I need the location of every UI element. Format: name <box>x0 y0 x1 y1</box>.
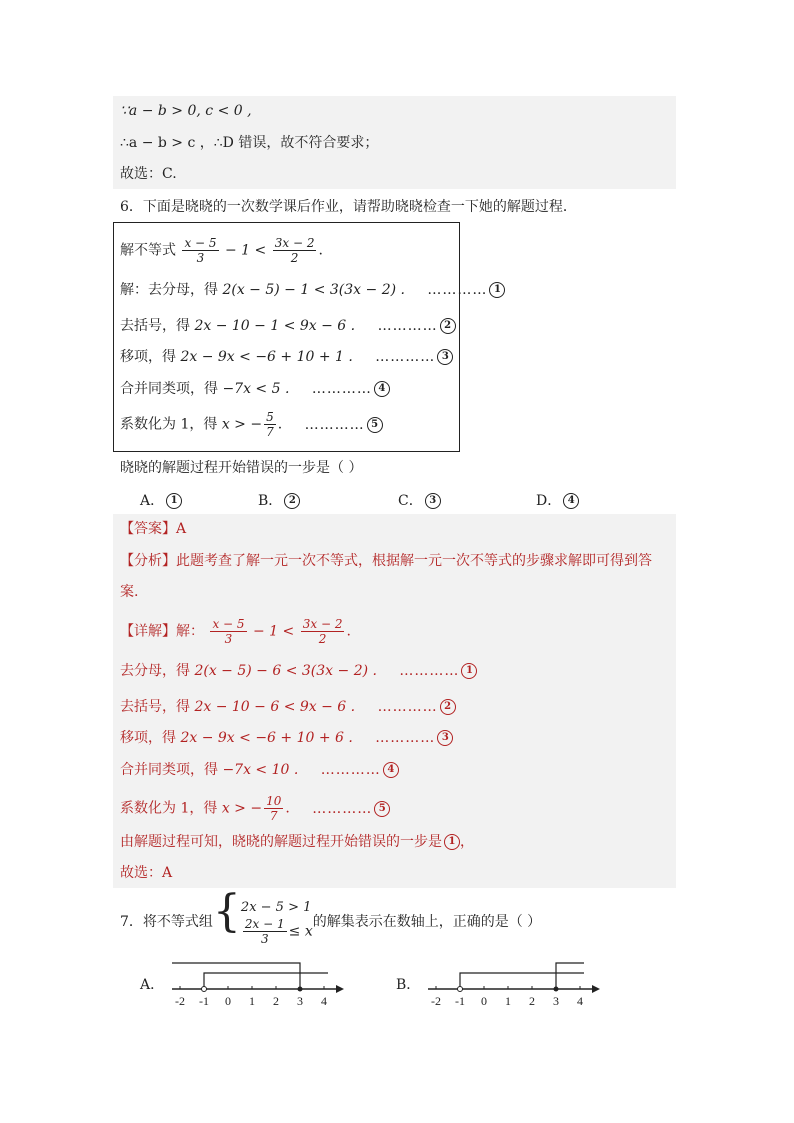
tick-label: 3 <box>297 994 303 1008</box>
circled-5-icon: 5 <box>374 801 390 817</box>
solution-bracket-2 <box>556 963 584 989</box>
detail-step-3: 移项，得 2x − 9x < −6 + 10 + 6 . ………… 3 <box>120 728 453 748</box>
tick-label: 0 <box>481 994 487 1008</box>
arrow-icon <box>592 985 600 993</box>
step4-dots: ………… <box>311 381 372 397</box>
step4-expr: −7x < 5 . <box>222 381 290 397</box>
step3-expr: 2x − 9x < −6 + 10 + 1 . <box>180 349 353 365</box>
prev-line-3: 故选：C. <box>120 166 177 182</box>
step1-dots: ………… <box>427 282 488 298</box>
detail-step-2: 去括号，得 2x − 10 − 6 < 9x − 6 . ………… 2 <box>120 697 456 717</box>
step2-expr: 2x − 10 − 1 < 9x − 6 . <box>194 318 356 334</box>
solution-bracket-1 <box>460 973 584 989</box>
circled-1-icon: 1 <box>461 663 477 679</box>
step5-label: 系数化为 1，得 <box>120 416 218 433</box>
tick-label: 2 <box>529 994 535 1008</box>
arrow-icon <box>336 985 344 993</box>
circled-1-icon: 1 <box>489 282 505 298</box>
circled-2-icon: 2 <box>440 699 456 715</box>
q6-step-5: 系数化为 1，得 x > − $\frac{5}{7}$ . ………… 5 <box>120 410 383 439</box>
circled-4-icon: 4 <box>383 762 399 778</box>
step1-expr: 2(x − 5) − 1 < 3(3x − 2) . <box>222 282 405 298</box>
answer-label: 【答案】A <box>120 521 187 537</box>
tick-label: 4 <box>321 994 327 1008</box>
q7-option-b-label[interactable]: B． <box>396 977 421 993</box>
step5-dots: ………… <box>304 416 365 433</box>
step2-dots: ………… <box>377 318 438 334</box>
conclusion: 由解题过程可知，晓晓的解题过程开始错误的一步是 1 ， <box>120 834 474 850</box>
option-c[interactable]: C． 3 <box>398 490 441 510</box>
number-line-b <box>424 955 604 1010</box>
option-a[interactable]: A． 1 <box>140 490 182 510</box>
tick-label: 4 <box>577 994 583 1008</box>
q6-title: 6．下面是晓晓的一次数学课后作业，请帮助晓晓检查一下她的解题过程． <box>120 199 577 215</box>
solution-bracket-2 <box>172 963 300 989</box>
step5-fraction: $\frac{5}{7}$ <box>266 410 274 439</box>
final-choice: 故选：A <box>120 865 173 881</box>
tick-label: 2 <box>273 994 279 1008</box>
detail-step-1: 去分母，得 2(x − 5) − 6 < 3(3x − 2) . ………… 1 <box>120 661 477 681</box>
analysis-line-2: 案. <box>120 584 139 600</box>
q7-stem <box>120 886 542 951</box>
step3-label: 移项，得 <box>120 349 176 365</box>
detail-fraction-1: $\frac{x - 5}{3}$ <box>212 617 245 646</box>
prev-line-1: ∵a − b > 0, c < 0 , <box>120 103 252 119</box>
step3-dots: ………… <box>375 349 436 365</box>
open-point <box>202 987 207 992</box>
q6-step-4 <box>120 379 390 399</box>
tick-label: 1 <box>249 994 255 1008</box>
solution-bracket-1 <box>204 973 328 989</box>
closed-point <box>554 987 559 992</box>
q6-intro: 解不等式 $\frac{x - 5}{3}$ − 1 < $\frac{3x - 2}{2}$ . <box>120 236 323 265</box>
q7-suffix: 的解集表示在数轴上，正确的是（ ） <box>312 914 542 930</box>
detail-fraction-2: $\frac{3x - 2}{2}$ <box>302 617 343 646</box>
tick-label: -2 <box>175 994 185 1008</box>
step2-label: 去括号，得 <box>120 318 190 334</box>
step4-label: 合并同类项，得 <box>120 381 218 397</box>
intro-fraction-2: $\frac{3x - 2}{2}$ <box>274 236 315 265</box>
circled-2-icon: 2 <box>284 493 300 509</box>
circled-4-icon: 4 <box>563 493 579 509</box>
detail-intro: 【详解】解： $\frac{x - 5}{3}$ − 1 < $\frac{3x - 2}{2}$ . <box>120 617 351 646</box>
intro-fraction-1: $\frac{x - 5}{3}$ <box>184 236 217 265</box>
tick-label: 3 <box>553 994 559 1008</box>
tick-label: -1 <box>199 994 209 1008</box>
q6-step-1 <box>120 280 505 300</box>
circled-3-icon: 3 <box>425 493 441 509</box>
detail-step-5: 系数化为 1，得 x > − $\frac{10}{7}$ . ………… 5 <box>120 794 390 823</box>
q7-prefix: 7．将不等式组 <box>120 914 213 930</box>
circled-2-icon: 2 <box>440 318 456 334</box>
q6-step-3 <box>120 347 453 367</box>
q7-option-a-label[interactable]: A． <box>140 977 165 993</box>
circled-1-icon: 1 <box>166 493 182 509</box>
step1-label: 解：去分母，得 <box>120 282 218 298</box>
detail-label: 【详解】解： <box>120 623 204 640</box>
tick-label: 0 <box>225 994 231 1008</box>
circled-4-icon: 4 <box>374 381 390 397</box>
circled-5-icon: 5 <box>367 417 383 433</box>
intro-label: 解不等式 <box>120 242 176 259</box>
tick-label: -1 <box>455 994 465 1008</box>
inequality-system: 2x − 5 > 1 $\frac{2x - 1}{3}$ ≤ x <box>240 899 313 946</box>
detail-step-4: 合并同类项，得 −7x < 10 . ………… 4 <box>120 760 399 780</box>
closed-point <box>298 987 303 992</box>
open-point <box>458 987 463 992</box>
intro-mid: − 1 < <box>225 242 267 259</box>
option-d[interactable]: D． 4 <box>536 490 579 510</box>
q6-question: 晓晓的解题过程开始错误的一步是（ ） <box>120 460 363 476</box>
prev-line-2: ∴a − b > c ，∴D 错误，故不符合要求； <box>120 135 379 151</box>
circled-3-icon: 3 <box>437 730 453 746</box>
option-b[interactable]: B． 2 <box>258 490 300 510</box>
step5-expr: x > − <box>221 416 263 433</box>
detail-step5-fraction: $\frac{10}{7}$ <box>266 794 282 823</box>
tick-label: -2 <box>431 994 441 1008</box>
detail-mid: − 1 < <box>253 623 295 640</box>
circled-3-icon: 3 <box>437 349 453 365</box>
brace-icon: { <box>212 886 241 937</box>
circled-1-icon: 1 <box>444 834 460 850</box>
analysis-line-1: 【分析】此题考查了解一元一次不等式，根据解一元一次不等式的步骤求解即可得到答 <box>120 553 652 569</box>
q6-step-2 <box>120 316 456 336</box>
tick-label: 1 <box>505 994 511 1008</box>
number-line-a <box>168 955 348 1010</box>
